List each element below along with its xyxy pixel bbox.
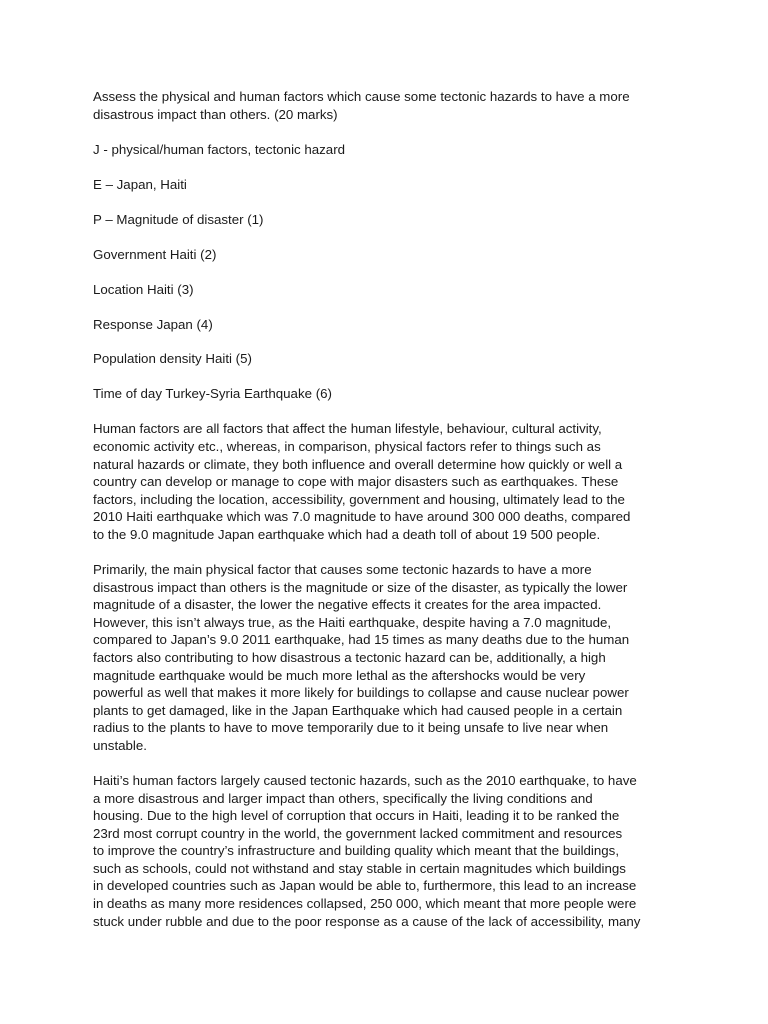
paragraph — [93, 211, 683, 229]
paragraph — [93, 420, 683, 543]
text-line: factors, including the location, accessibility, government and housing, ultimately lead to the — [93, 491, 625, 507]
paragraph — [93, 772, 683, 930]
text-line: powerful as well that makes it more likely for buildings to collapse and cause nuclear power — [93, 685, 629, 701]
paragraph — [93, 141, 683, 159]
text-line: plants to get damaged, like in the Japan Earthquake which had caused people in a certain — [93, 702, 623, 718]
paragraph — [93, 246, 683, 264]
text-line: However, this isn’t always true, as the Haiti earthquake, despite having a 7.0 magnitude, — [93, 614, 612, 630]
text-line: country can develop or manage to cope with major disasters such as earthquakes. These — [93, 474, 619, 490]
text-line: Location Haiti (3) — [93, 281, 194, 297]
text-line: compared to Japan’s 9.0 2011 earthquake, had 15 times as many deaths due to the human — [93, 632, 630, 648]
text-line: housing. Due to the high level of corruption that occurs in Haiti, leading it to be ranked the — [93, 808, 620, 824]
paragraph — [93, 385, 683, 403]
paragraph — [93, 316, 683, 334]
text-line: unstable. — [93, 737, 147, 753]
text-line: Response Japan (4) — [93, 316, 213, 332]
text-line: in developed countries such as Japan would be able to, furthermore, this lead to an increase — [93, 878, 637, 894]
text-line: such as schools, could not withstand and stay stable in certain magnitudes which buildings — [93, 860, 626, 876]
text-line: 2010 Haiti earthquake which was 7.0 magnitude to have around 300 000 deaths, compared — [93, 509, 631, 525]
text-line: to improve the country’s infrastructure and building quality which meant that the buildings, — [93, 843, 620, 859]
text-line: in deaths as many more residences collapsed, 250 000, which meant that more people were — [93, 896, 637, 912]
paragraph — [93, 350, 683, 368]
question-heading — [93, 88, 683, 123]
text-line: radius to the plants to have to move temporarily due to it being unsafe to live near when — [93, 720, 609, 736]
text-line: magnitude of a disaster, the lower the negative effects it creates for the area impacted. — [93, 597, 602, 613]
text-line: E – Japan, Haiti — [93, 176, 187, 192]
text-line: J - physical/human factors, tectonic hazard — [93, 141, 346, 157]
document-page — [93, 88, 683, 948]
text-line: Primarily, the main physical factor that causes some tectonic hazards to have a more — [93, 562, 592, 577]
paragraph — [93, 281, 683, 299]
text-line: natural hazards or climate, they both influence and overall determine how quickly or well a — [93, 456, 623, 472]
text-line: to the 9.0 magnitude Japan earthquake which had a death toll of about 19 500 people. — [93, 527, 601, 543]
text-line: economic activity etc., whereas, in comparison, physical factors refer to things such as — [93, 439, 601, 455]
text-line: Haiti’s human factors largely caused tectonic hazards, such as the 2010 earthquake, to have — [93, 772, 637, 788]
text-line: P – Magnitude of disaster (1) — [93, 211, 264, 227]
text-line: Human factors are all factors that affect the human lifestyle, behaviour, cultural activity, — [93, 421, 602, 437]
text-line: Assess the physical and human factors which cause some tectonic hazards to have a more — [93, 89, 630, 104]
paragraph — [93, 176, 683, 194]
text-line: a more disastrous and larger impact than others, specifically the living conditions and — [93, 790, 593, 806]
text-line: 23rd most corrupt country in the world, the government lacked commitment and resources — [93, 825, 623, 841]
paragraph — [93, 561, 683, 755]
text-line: factors also contributing to how disastrous a tectonic hazard can be, additionally, a high — [93, 649, 606, 665]
text-line: disastrous impact than others is the magnitude or size of the disaster, as typically the lower — [93, 579, 628, 595]
text-line: Population density Haiti (5) — [93, 351, 252, 367]
text-line: Time of day Turkey-Syria Earthquake (6) — [93, 386, 332, 402]
text-line: stuck under rubble and due to the poor response as a cause of the lack of accessibility, many — [93, 913, 641, 929]
text-line: magnitude earthquake would be much more lethal as the aftershocks would be very — [93, 667, 586, 683]
text-line: Government Haiti (2) — [93, 246, 217, 262]
text-line: disastrous impact than others. (20 marks) — [93, 106, 338, 122]
